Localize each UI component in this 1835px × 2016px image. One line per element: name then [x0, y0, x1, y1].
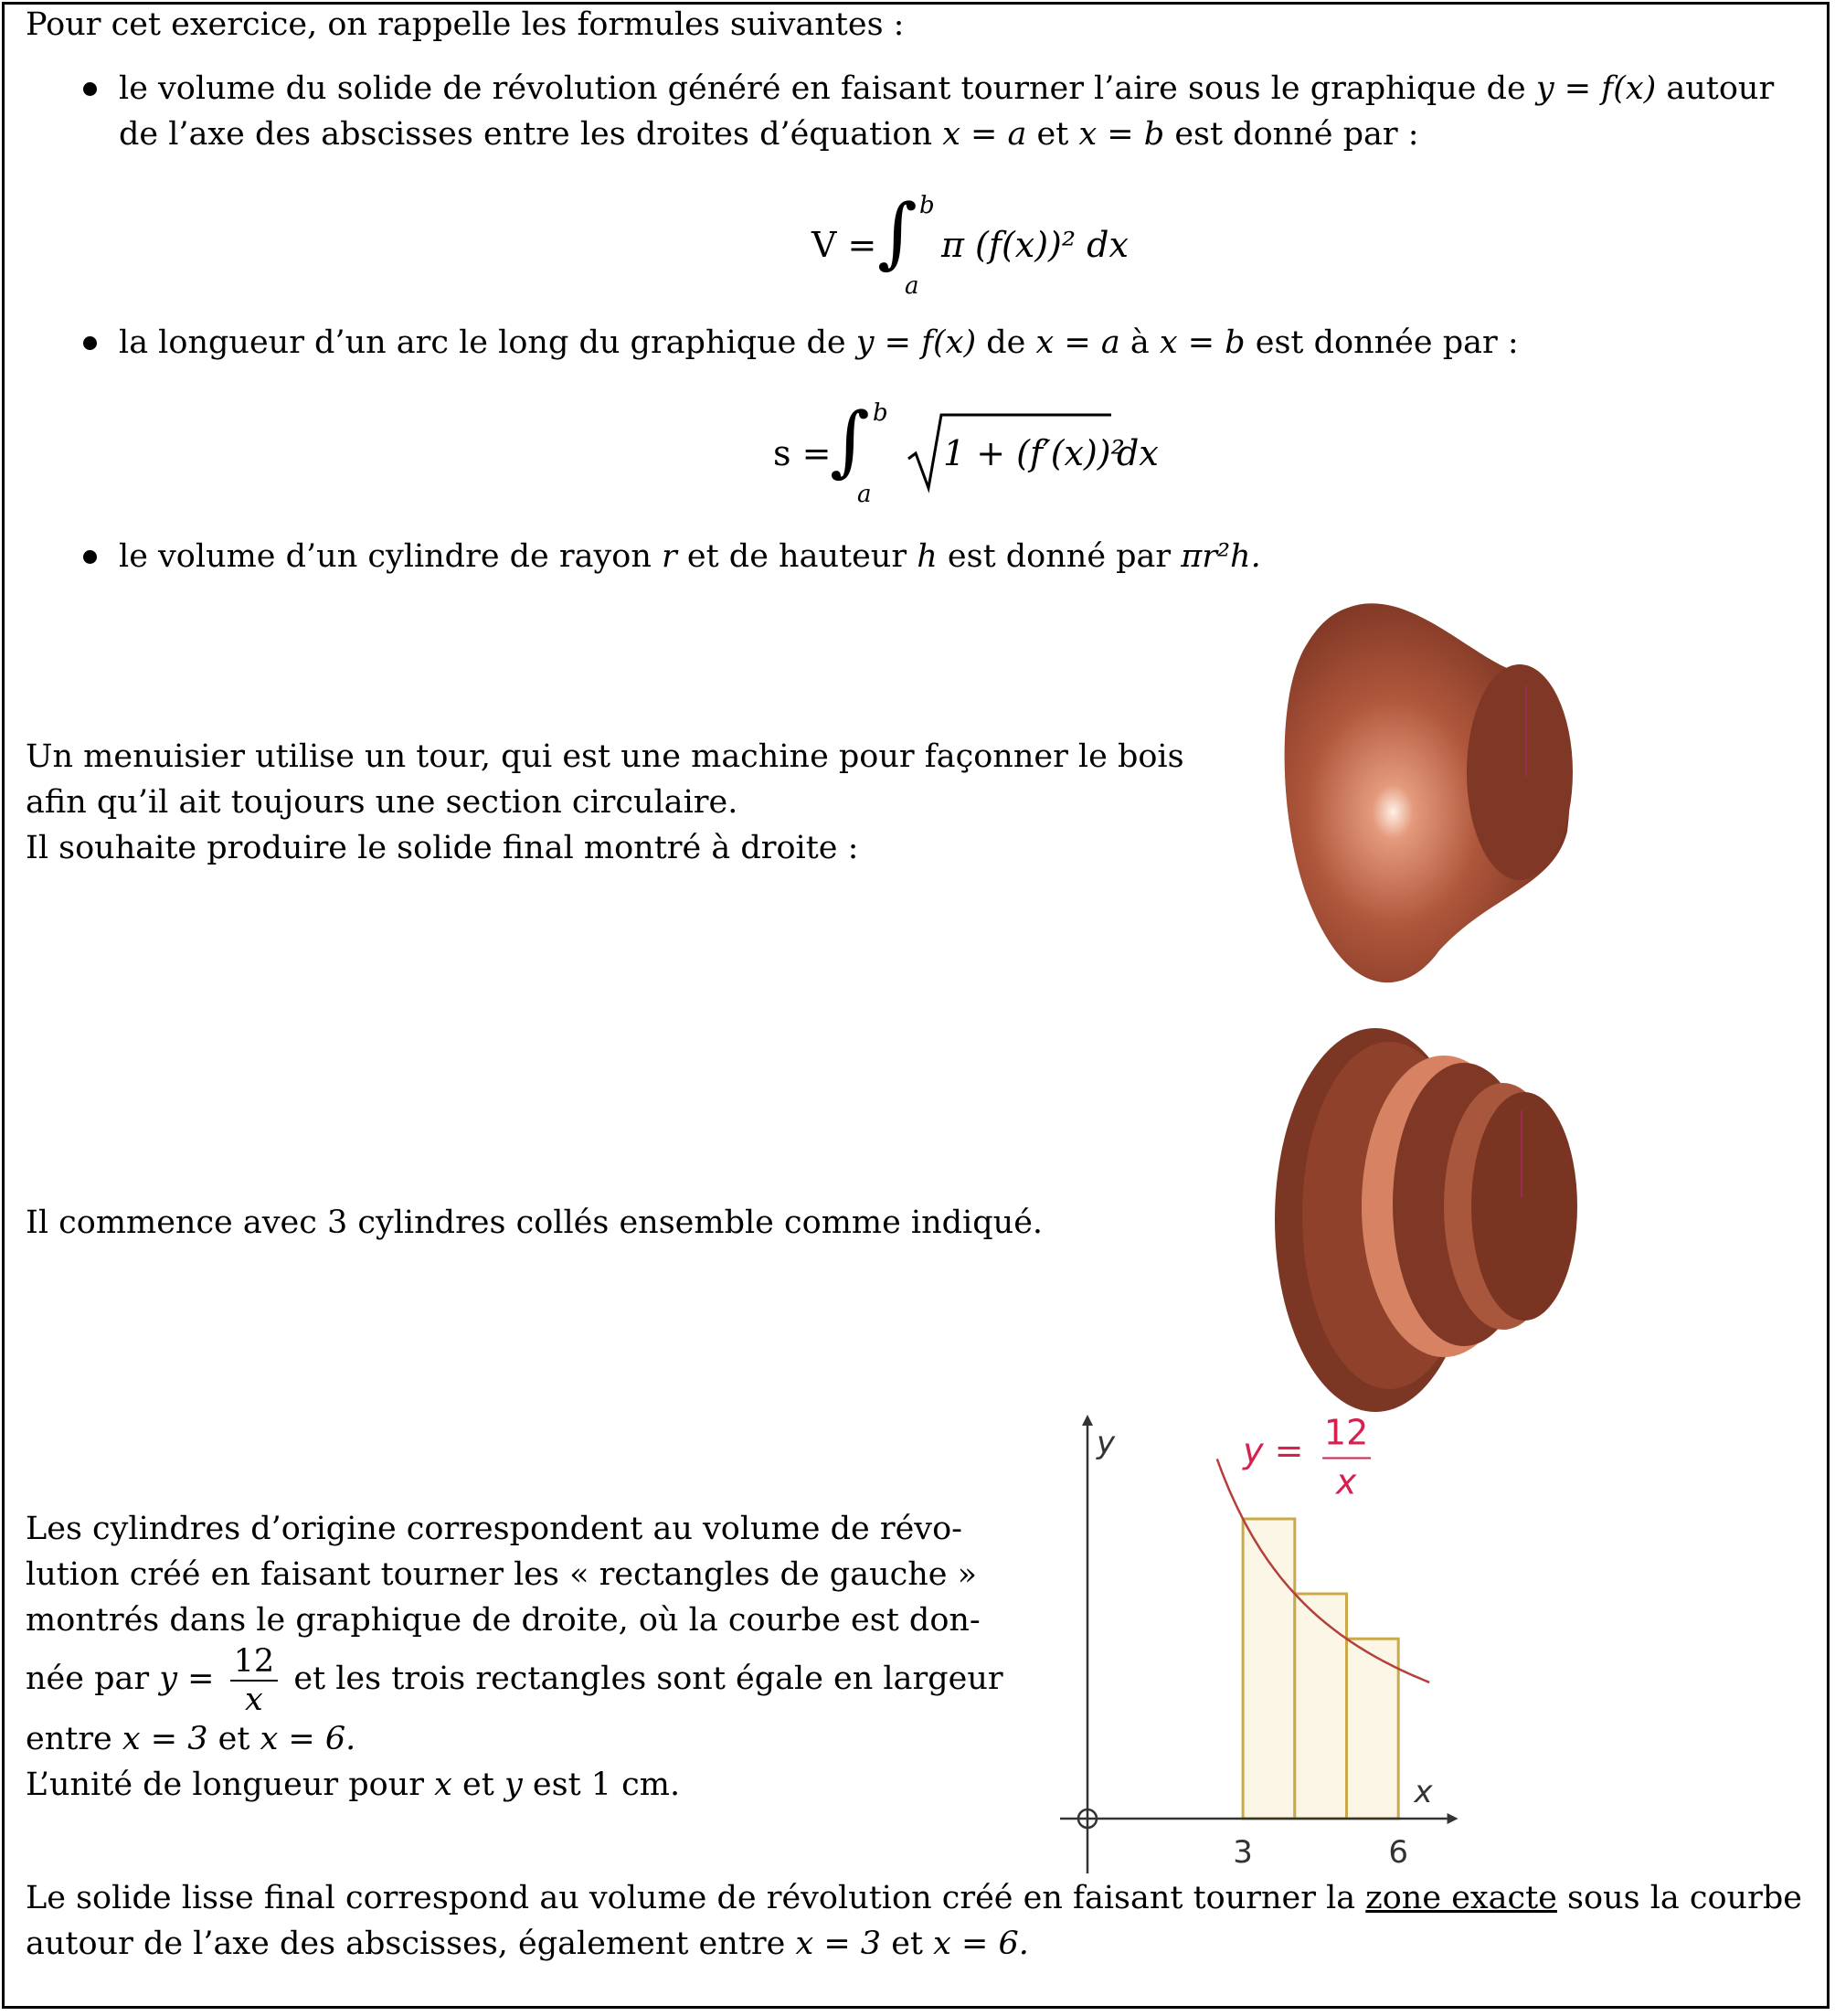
- bullet3-text-mid: et de hauteur: [686, 538, 907, 575]
- bullet3-text: le volume d’un cylindre de rayon: [119, 538, 652, 575]
- conj-et: et: [462, 1767, 494, 1803]
- cylinder-volume-formula: πr²h.: [1181, 538, 1261, 575]
- para3-line4-end: et les trois rectangles sont égale en largeur: [293, 1661, 1003, 1697]
- para4-line2-text: autour de l’axe des abscisses, également entre: [26, 1926, 786, 1962]
- math-y: y: [504, 1767, 523, 1803]
- para3-line6: [26, 1762, 680, 1808]
- para3-line5: [26, 1716, 355, 1762]
- para1-line2: afin qu’il ait toujours une section circulaire.: [26, 784, 738, 821]
- prep-de: de: [986, 324, 1026, 361]
- y-axis-label: y: [1097, 1425, 1116, 1461]
- x-axis-arrow: [1448, 1813, 1458, 1824]
- x-axis-label: x: [1414, 1774, 1433, 1810]
- arc-formula-dx: dx: [1117, 433, 1159, 473]
- volume-formula-body: π (f(x))² dx: [941, 225, 1129, 265]
- bullet1-text-end: autour: [1666, 70, 1775, 107]
- para3-line6-end: est 1 cm.: [532, 1767, 681, 1803]
- para2-line: Il commence avec 3 cylindres collés ensemble comme indiqué.: [26, 1204, 1044, 1241]
- integral-sign: ∫: [830, 396, 870, 485]
- bullet3-text-end: est donné par: [947, 538, 1172, 575]
- curve-label-numerator: 12: [1323, 1412, 1369, 1453]
- bullet-dot: [83, 336, 97, 350]
- volume-formula-lhs: V =: [811, 225, 877, 265]
- bullet2-text: la longueur d’un arc le long du graphique de: [119, 324, 846, 361]
- conj-et: et: [891, 1926, 923, 1962]
- math-x: x: [434, 1767, 452, 1803]
- fraction-denominator: x: [245, 1681, 263, 1718]
- integral-sign: ∫: [877, 187, 918, 277]
- integral-lower: a: [857, 481, 872, 508]
- math-r: r: [662, 538, 677, 575]
- math-x-eq-6: x = 6.: [260, 1721, 356, 1757]
- intro-text: Pour cet exercice, on rappelle les formules suivantes :: [26, 6, 905, 43]
- math-x-eq-b: x = b: [1078, 116, 1165, 153]
- para1-line3: Il souhaite produire le solide final montré à droite :: [26, 830, 859, 866]
- riemann-rectangle-1: [1243, 1519, 1295, 1819]
- conj-et: et: [217, 1721, 250, 1757]
- para3-line1: Les cylindres d’origine correspondent au volume de révo-: [26, 1511, 962, 1547]
- para3-line3: montrés dans le graphique de droite, où la courbe est don-: [26, 1602, 981, 1639]
- integral-lower: a: [905, 272, 919, 300]
- bullet1-line2-end: est donné par :: [1174, 116, 1419, 153]
- ticks-layer: [1233, 1834, 1408, 1871]
- math-x-eq-3: x = 3: [795, 1926, 882, 1962]
- curve-label-lhs: y =: [1243, 1430, 1304, 1471]
- riemann-chart: [1042, 1412, 1590, 1883]
- math-x-eq-6: x = 6.: [933, 1926, 1029, 1962]
- math-x-eq-3: x = 3: [122, 1721, 208, 1757]
- math-x-eq-a: x = a: [942, 116, 1027, 153]
- bullet1-line2: [119, 111, 1419, 157]
- fraction-12-over-x: [230, 1643, 279, 1718]
- bullet2-text-end: est donnée par :: [1255, 324, 1519, 361]
- bullet1-line2-text: de l’axe des abscisses entre les droites d’équation: [119, 116, 933, 153]
- bullet3-line: [119, 534, 1261, 579]
- bullet1-math: y = f(x): [1535, 70, 1657, 107]
- bullet-dot: [83, 550, 97, 564]
- integral-upper: b: [873, 399, 888, 427]
- bullet1-text: le volume du solide de révolution généré en faisant tourner l’aire sous le graphique de: [119, 70, 1526, 107]
- fraction-numerator: 12: [230, 1643, 279, 1682]
- para3-line4: [26, 1638, 1003, 1720]
- x-tick-label-6: 6: [1388, 1834, 1409, 1871]
- bullet-dot: [83, 82, 97, 96]
- integral-upper: b: [919, 192, 935, 219]
- arc-formula-lhs: s =: [773, 433, 832, 473]
- arc-formula-radicand: 1 + (f′(x))²: [943, 433, 1125, 473]
- para3-line2: lution créé en faisant tourner les « rectangles de gauche »: [26, 1556, 977, 1593]
- prep-a: à: [1130, 324, 1150, 361]
- para4-line1: [26, 1875, 1802, 1921]
- conj-et: et: [1036, 116, 1069, 153]
- para4-line1-end: sous la courbe: [1567, 1880, 1802, 1916]
- three-cylinders-image: [1270, 1024, 1590, 1426]
- riemann-rectangle-2: [1295, 1594, 1347, 1819]
- math-x-eq-b: x = b: [1159, 324, 1246, 361]
- para4-line2: [26, 1921, 1029, 1967]
- bullet1-line1: [119, 66, 1774, 111]
- math-y-eq: y =: [159, 1661, 215, 1697]
- zone-exacte-underlined: zone exacte: [1365, 1880, 1557, 1916]
- final-solid-image: [1261, 594, 1590, 1010]
- math-h: h: [917, 538, 938, 575]
- para3-line5-text: entre: [26, 1721, 112, 1757]
- para3-line4-text: née par: [26, 1661, 150, 1697]
- rectangles-layer: [1243, 1519, 1398, 1819]
- x-tick-label-3: 3: [1233, 1834, 1253, 1871]
- para1-line1: Un menuisier utilise un tour, qui est une machine pour façonner le bois: [26, 738, 1184, 775]
- para3-line6-text: L’unité de longueur pour: [26, 1767, 425, 1803]
- math-x-eq-a: x = a: [1035, 324, 1120, 361]
- para4-line1-text: Le solide lisse final correspond au volume de révolution créé en faisant tourner la: [26, 1880, 1356, 1916]
- curve-label-denominator: x: [1335, 1461, 1357, 1502]
- bullet2-line: [119, 320, 1519, 366]
- math-y-eq-fx: y = f(x): [855, 324, 977, 361]
